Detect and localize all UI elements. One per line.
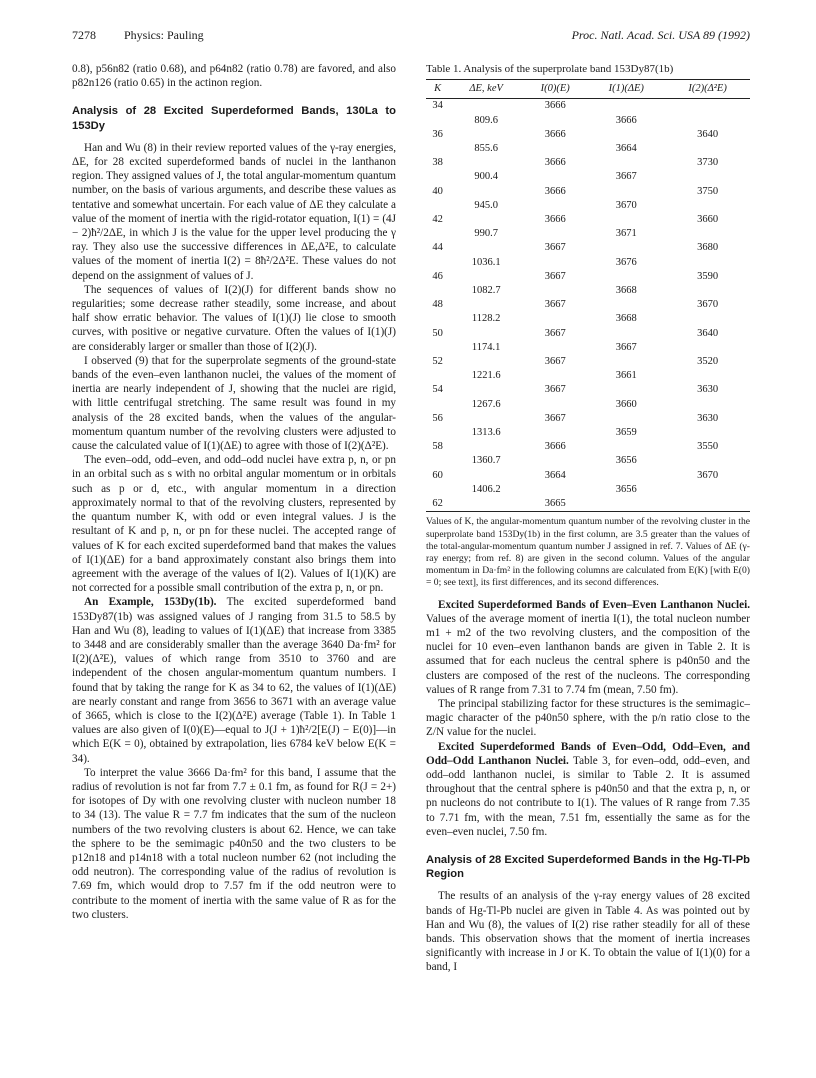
table-header-cell: ΔE, keV xyxy=(449,80,523,99)
table-cell: 3665 xyxy=(523,497,587,512)
section-heading-hg-tl-pb: Analysis of 28 Excited Superdeformed Bands in the Hg-Tl-Pb Region xyxy=(426,853,750,881)
table-cell: 3670 xyxy=(697,299,719,311)
table-cell: 3659 xyxy=(615,427,637,439)
table-cell: 3664 xyxy=(544,469,566,481)
table-row xyxy=(426,398,750,412)
table-cell: 3676 xyxy=(615,256,637,268)
table-row xyxy=(426,369,750,383)
table-cell: 809.6 xyxy=(474,114,498,126)
table-cell xyxy=(449,440,523,454)
table-cell: 1174.1 xyxy=(471,341,501,353)
table-cell: 3640 xyxy=(697,128,719,140)
table-row xyxy=(426,440,750,454)
table-cell xyxy=(449,469,523,483)
table-cell: 3667 xyxy=(615,171,637,183)
table-cell: 3667 xyxy=(544,356,566,368)
table-cell xyxy=(449,327,523,341)
table-cell xyxy=(426,199,449,213)
table-cell xyxy=(587,383,665,397)
table-cell xyxy=(587,355,665,369)
table-cell: 1036.1 xyxy=(471,256,501,268)
table-cell xyxy=(523,454,587,468)
table-cell xyxy=(665,483,750,497)
table-cell xyxy=(523,369,587,383)
table-row xyxy=(426,227,750,241)
table-cell: 3667 xyxy=(544,242,566,254)
journal-citation: Proc. Natl. Acad. Sci. USA 89 (1992) xyxy=(571,28,750,42)
table-body xyxy=(426,99,750,512)
table-cell: 3666 xyxy=(615,114,637,126)
table-cell xyxy=(587,412,665,426)
table-cell: 1267.6 xyxy=(471,398,501,410)
table-cell xyxy=(587,497,665,512)
paragraph: The principal stabilizing factor for these structures is the semimagic–magic character of the p40n50 sphere, with the p/n ratio close to the Z/N value for the nuclei. xyxy=(426,697,750,739)
table-cell: 1128.2 xyxy=(471,313,501,325)
table-row xyxy=(426,497,750,512)
table-cell xyxy=(587,298,665,312)
table-cell xyxy=(523,426,587,440)
table-cell: 58 xyxy=(432,441,443,453)
table-cell: 3668 xyxy=(615,313,637,325)
table-cell: 3666 xyxy=(544,100,566,112)
even-even-runin-heading: Excited Superdeformed Bands of Even–Even Lanthanon Nuclei. xyxy=(438,598,750,611)
table-cell: 1406.2 xyxy=(471,483,501,495)
table-cell: 3667 xyxy=(544,384,566,396)
section-title: Physics: Pauling xyxy=(124,28,204,42)
table-cell: 3520 xyxy=(697,356,719,368)
table-cell: 3666 xyxy=(544,157,566,169)
table-cell: 42 xyxy=(432,214,443,226)
table-row xyxy=(426,128,750,142)
table-cell: 52 xyxy=(432,356,443,368)
table-cell: 945.0 xyxy=(474,199,498,211)
table-cell xyxy=(523,170,587,184)
table-cell: 54 xyxy=(432,384,443,396)
table-cell xyxy=(523,199,587,213)
table-cell: 3750 xyxy=(697,185,719,197)
table-cell xyxy=(587,156,665,170)
table-cell xyxy=(587,469,665,483)
table-cell xyxy=(449,497,523,512)
table-cell: 990.7 xyxy=(474,228,498,240)
even-even-paragraph xyxy=(426,598,750,697)
table-cell: 3670 xyxy=(615,199,637,211)
table-cell xyxy=(449,412,523,426)
table-cell xyxy=(665,284,750,298)
table-cell xyxy=(449,185,523,199)
paragraph: To interpret the value 3666 Da·fm² for this band, I assume that the radius of revolution is not far from 7.7 ± 0.1 fm, as found for R(J = 2+) for isotopes of Dy with one revolving cluster with nucleon number 18 to 34 (13). The value R = 7.7 fm indicates that the sum of the nucleon numbers of the two revolving clusters is about 62. Hence, we can take the sphere to be the semimagic p40n50 and the two clusters to be p12n18 and p14n18 with a total nucleon number 62 (not including the odd neutron). The corresponding value of the radius of revolution is 7.69 fm, which would drop to 7.57 fm if the odd neutron were to contribute to the moment of inertia with the same value of R as for the two clusters. xyxy=(72,766,396,921)
table-cell: 36 xyxy=(432,128,443,140)
odd-nuclei-text: Table 3, for even–odd, odd–even, and odd–odd lanthanon nuclei, is similar to Table 2. It is assumed throughout that the central sphere is p40n50 and that the extra p, n, or pn nucleons do not contribute to I(1). The values of R range from 7.35 to 7.71 fm, with the mean, 7.51 fm, essentially the same as for the even–even nuclei, 7.50 fm. xyxy=(426,754,750,838)
table-cell: 3660 xyxy=(615,398,637,410)
table-cell xyxy=(523,114,587,128)
paragraph: The even–odd, odd–even, and odd–odd nuclei have extra p, n, or pn in an orbital such as s with no orbital angular momentum or in orbitals such as p or d, etc., with angular momentum in a direction approximately normal to that of the revolving clusters, represented by the quantum number K, with odd or even integral values. J is the resultant of K and p, n, or pn for these nuclei. The accepted range of values of K for each excited superdeformed band that makes the values of I(1)(ΔE) for a band approximately constant also brings them into agreement with the average of the values of I(2). Values of I(1)(K) are not corrected for a possible small contribution of the extra p, n, or pn. xyxy=(72,454,396,595)
table-cell: 3590 xyxy=(697,270,719,282)
table-cell xyxy=(449,383,523,397)
table-cell: 3666 xyxy=(544,214,566,226)
table-cell: 44 xyxy=(432,242,443,254)
table-cell xyxy=(523,483,587,497)
table-cell: 3667 xyxy=(544,327,566,339)
table-cell: 3671 xyxy=(615,228,637,240)
table-cell: 3670 xyxy=(697,469,719,481)
paragraph: The results of an analysis of the γ-ray energy values of 28 excited bands of Hg-Tl-Pb nuclei are given in Table 4. As was pointed out by Han and Wu (8), the values of I(2) rise rather steadily for all of these bands. This observation shows that the moment of inertia increases significantly with increase in J or K. To obtain the value of I(1)(0) for a band, I xyxy=(426,890,750,974)
paragraph: Han and Wu (8) in their review reported values of the γ-ray energies, ΔE, for 28 excited superdeformed bands of nuclei in the lanthanon region. They assigned values of J, the total angular-momentum quantum number, on the basis of various arguments, and describe these values as tentative and somewhat uncertain. For each value of ΔE they calculate a value of the moment of inertia with the rigid-rotator equation, I(1) = (4J − 2)ħ²/2ΔE, in which J is the value for the upper level producing the γ ray. They also use the successive differences in ΔE,Δ²E, to calculate values of the moment of inertia I(2) = 8ħ²/2Δ²E. These values do not depend on the assignment of values of J. xyxy=(72,141,396,282)
table-cell xyxy=(449,128,523,142)
intro-paragraph: 0.8), p56n82 (ratio 0.68), and p64n82 (ratio 0.78) are favored, and also p82n126 (ratio 0.65) in the actinon region. xyxy=(72,63,396,90)
table-cell: 3630 xyxy=(697,412,719,424)
example-runin-heading: An Example, 153Dy(1b). xyxy=(84,596,217,609)
table-cell: 3668 xyxy=(615,285,637,297)
table-row xyxy=(426,185,750,199)
table-cell: 46 xyxy=(432,270,443,282)
table-row xyxy=(426,114,750,128)
odd-nuclei-paragraph xyxy=(426,740,750,839)
page-number: 7278 xyxy=(72,28,96,42)
table-cell xyxy=(426,114,449,128)
table-cell: 34 xyxy=(432,100,443,112)
table-cell: 48 xyxy=(432,299,443,311)
table-header-cell: K xyxy=(426,80,449,99)
table-row xyxy=(426,483,750,497)
table-cell xyxy=(587,128,665,142)
table-cell xyxy=(449,355,523,369)
table-cell: 1221.6 xyxy=(471,370,501,382)
table-cell xyxy=(449,270,523,284)
table-cell xyxy=(426,284,449,298)
table-row xyxy=(426,298,750,312)
table-cell xyxy=(587,270,665,284)
table-cell xyxy=(449,99,523,114)
table-cell xyxy=(426,227,449,241)
table-header-row xyxy=(426,80,750,99)
table-cell xyxy=(587,185,665,199)
table-cell xyxy=(665,114,750,128)
table-cell xyxy=(426,256,449,270)
table-row xyxy=(426,170,750,184)
table-cell xyxy=(523,142,587,156)
table-cell xyxy=(665,227,750,241)
table-cell: 62 xyxy=(426,497,449,512)
table-cell xyxy=(426,369,449,383)
table-cell xyxy=(426,426,449,440)
table-cell: 3656 xyxy=(615,483,637,495)
table-row xyxy=(426,156,750,170)
table-cell: 3660 xyxy=(697,214,719,226)
table-cell xyxy=(426,142,449,156)
table-row xyxy=(426,199,750,213)
table-cell xyxy=(587,440,665,454)
page-header xyxy=(72,28,750,46)
table-cell xyxy=(449,156,523,170)
table-cell xyxy=(426,454,449,468)
table-cell: 3680 xyxy=(697,242,719,254)
table-cell: 60 xyxy=(432,469,443,481)
table-row xyxy=(426,383,750,397)
table-cell xyxy=(665,312,750,326)
table-cell: 1360.7 xyxy=(471,455,501,467)
table-header-cell: I(0)(E) xyxy=(523,80,587,99)
table-cell xyxy=(665,426,750,440)
table-cell xyxy=(665,369,750,383)
table-cell xyxy=(523,284,587,298)
table-cell xyxy=(523,398,587,412)
table-cell xyxy=(665,99,750,114)
table-cell: 3667 xyxy=(544,299,566,311)
table-row xyxy=(426,270,750,284)
table-cell: 3667 xyxy=(544,270,566,282)
left-column xyxy=(72,62,396,922)
table-cell xyxy=(523,312,587,326)
table-cell: 40 xyxy=(432,185,443,197)
table-cell: 1082.7 xyxy=(471,285,501,297)
table-cell xyxy=(587,99,665,114)
table-row xyxy=(426,341,750,355)
odd-nuclei-runin-heading: Excited Superdeformed Bands of Even–Odd, Odd–Even, and Odd–Odd Lanthanon Nuclei. xyxy=(426,740,750,767)
table-cell: 3667 xyxy=(615,341,637,353)
table-header-cell: I(2)(Δ²E) xyxy=(665,80,750,99)
section-heading-lanthanon: Analysis of 28 Excited Superdeformed Bands, 130La to 153Dy xyxy=(72,105,396,132)
table-cell xyxy=(665,341,750,355)
table-row xyxy=(426,284,750,298)
table-cell xyxy=(523,256,587,270)
table-1 xyxy=(426,79,750,512)
paragraph: I observed (9) that for the superprolate segments of the ground-state bands of the even–even lanthanon nuclei, the values of the moment of inertia are nearly independent of J, showing that the nuclei are rigid, with little centrifugal stretching. The same result was found in my analysis of the 28 excited bands, when the values of the angular-momentum quantum number of the revolving clusters were adjusted to cause the calculated value of I(1)(ΔE) to agree with those of I(2)(Δ²E). xyxy=(72,354,396,453)
table-cell: 3667 xyxy=(544,412,566,424)
table-header-cell: I(1)(ΔE) xyxy=(587,80,665,99)
table-cell: 1313.6 xyxy=(471,427,501,439)
table-row xyxy=(426,454,750,468)
table-row xyxy=(426,426,750,440)
table-row xyxy=(426,142,750,156)
table-cell: 3664 xyxy=(615,143,637,155)
table-cell xyxy=(449,241,523,255)
table-cell xyxy=(426,398,449,412)
table-cell xyxy=(449,298,523,312)
paragraph: The sequences of values of I(2)(J) for different bands show no regularities; some decrease rather steadily, some increase, and about half show erratic behavior. The values of I(1)(J) lie close to smooth curves, with positive or negative curvature. Often the values of I(1)(J) are considerably larger or smaller than those of I(2)(J). xyxy=(72,283,396,353)
right-column xyxy=(426,62,750,975)
table-row xyxy=(426,241,750,255)
table-cell: 900.4 xyxy=(474,171,498,183)
table-cell: 3656 xyxy=(615,455,637,467)
table-cell xyxy=(523,227,587,241)
table-cell xyxy=(665,256,750,270)
table-row xyxy=(426,327,750,341)
table-cell: 3630 xyxy=(697,384,719,396)
table-row xyxy=(426,256,750,270)
table-cell: 3666 xyxy=(544,128,566,140)
table-cell: 3661 xyxy=(615,370,637,382)
table-cell xyxy=(665,199,750,213)
table-cell: 50 xyxy=(432,327,443,339)
table-cell: 3640 xyxy=(697,327,719,339)
table-caption: Table 1. Analysis of the superprolate band 153Dy87(1b) xyxy=(426,63,674,75)
table-cell xyxy=(587,327,665,341)
table-cell xyxy=(426,483,449,497)
table-cell xyxy=(426,312,449,326)
table-row xyxy=(426,99,750,114)
table-cell xyxy=(665,454,750,468)
example-paragraph xyxy=(72,595,396,765)
table-cell: 56 xyxy=(432,412,443,424)
table-cell xyxy=(665,142,750,156)
table-row xyxy=(426,312,750,326)
table-cell: 3666 xyxy=(544,441,566,453)
table-cell xyxy=(587,241,665,255)
table-cell xyxy=(426,170,449,184)
table-footnote: Values of K, the angular-momentum quantum number of the revolving cluster in the superprolate band 153Dy(1b) in the first column, are 3.5 greater than the values of the total-angular-momentum quantum number J assigned in ref. 7. Values of ΔE (γ-ray energy; from ref. 8) are given in the second column. Values of the angular momentum in Da·fm² in the following columns are calculated from E(K) [with E(0) = 0; see text], its first differences, and its second differences. xyxy=(426,516,750,589)
table-cell: 3550 xyxy=(697,441,719,453)
table-row xyxy=(426,355,750,369)
table-cell: 3730 xyxy=(697,157,719,169)
table-row xyxy=(426,469,750,483)
table-cell xyxy=(665,170,750,184)
table-cell xyxy=(426,341,449,355)
table-cell xyxy=(665,398,750,412)
table-row xyxy=(426,412,750,426)
example-text: The excited superdeformed band 153Dy87(1b) was assigned values of J ranging from 31.5 to 58.5 by Han and Wu (8), leading to values of I(1)(ΔE) that increase from 3385 to 3448 and are considerably smaller than the average 3640 Da·fm² for I(2)(Δ²E), values of which range from 3510 to 3760 and are independent of the chosen angular-momentum quantum numbers. I found that by taking the range for K as 34 to 62, the values of I(1)(ΔE) are nearly constant and range from 3656 to 3671 with an average value of 3665, which is close to the I(2)(Δ²E) average (Table 1). In Table 1 values are also given of I(0)(E)—equal to J(J + 1)ħ²/2[E(J) − E(0)]—in which E(K = 0), obtained by extrapolation, lies 6784 keV below E(K = 34). xyxy=(72,596,396,765)
table-cell xyxy=(523,341,587,355)
table-cell: 38 xyxy=(432,157,443,169)
table-cell: 855.6 xyxy=(474,143,498,155)
table-cell xyxy=(665,497,750,512)
table-cell: 3666 xyxy=(544,185,566,197)
table-row xyxy=(426,213,750,227)
even-even-text: Values of the average moment of inertia I(1), the total nucleon number m1 + m2 of the two revolving clusters, and the composition of the nuclei for 10 even–even lanthanon bands are given in Table 2. It is assumed that for each nucleus the central sphere is p40n50 and the clusters are composed of the rest of the nucleons. The corresponding values of R range from 7.31 to 7.74 fm (mean, 7.50 fm). xyxy=(426,612,750,696)
table-cell xyxy=(587,213,665,227)
table-cell xyxy=(449,213,523,227)
